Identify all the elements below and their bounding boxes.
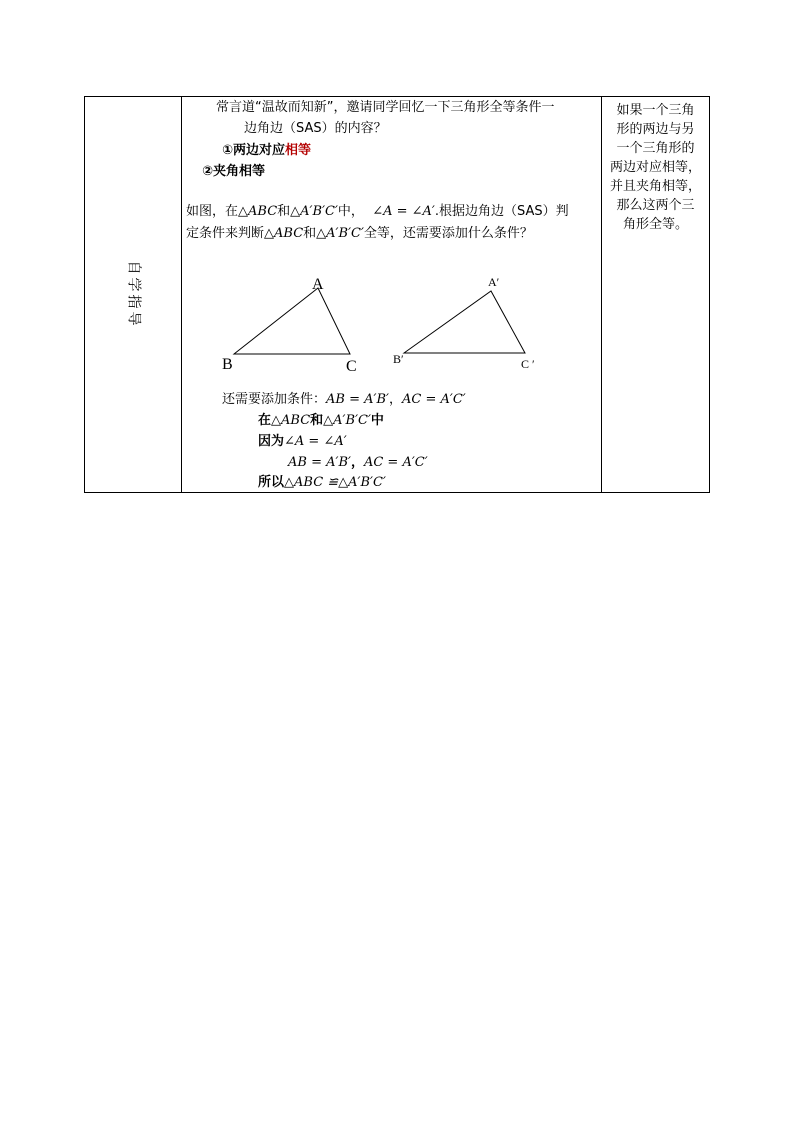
question-text: 和 — [303, 226, 317, 241]
proof-line-because — [258, 433, 347, 451]
answer-condition-label: 还需要添加条件： — [222, 392, 327, 407]
vertex-label-c: C — [346, 358, 357, 375]
vertex-label-b: B — [222, 356, 233, 373]
section-label — [123, 259, 143, 327]
proof-line-conclusion — [258, 474, 386, 492]
vertex-label-a: A — [312, 276, 324, 293]
note-cell — [602, 97, 710, 493]
recall-item-2: ②夹角相等 — [202, 164, 266, 179]
triangle-a-prime: △A′B′C′ — [323, 413, 371, 428]
note-line: 形的两边与另 — [616, 122, 695, 137]
answer-condition-line — [222, 391, 466, 409]
condition-ac: AC = A′C′ — [401, 392, 466, 407]
proof-text: 所以 — [258, 475, 285, 490]
section-label-cell — [85, 97, 182, 493]
separator: ， — [388, 392, 402, 407]
question-text: .根据边角边（SAS）判 — [434, 204, 569, 219]
vertex-label-a-prime: A′ — [488, 275, 500, 289]
congruence-statement: △ABC ≌△A′B′C′ — [284, 475, 386, 490]
note-line: 角形全等。 — [622, 217, 688, 232]
triangle-a-prime: △A′B′C′ — [316, 226, 364, 241]
triangle-a-prime-shape — [404, 291, 525, 353]
condition-ab: AB = A′B′ — [326, 392, 389, 407]
section-label-char: 自 — [125, 260, 142, 275]
sas-theorem-note — [602, 97, 709, 234]
proof-line-sides — [288, 454, 428, 472]
triangle-figure — [182, 97, 601, 492]
triangle-a-prime: △A′B′C′ — [290, 204, 338, 219]
vertex-label-c-prime: C ′ — [521, 357, 535, 371]
note-line: 并且夹角相等， — [609, 179, 701, 194]
note-line: 两边对应相等， — [609, 160, 701, 175]
proof-text: 中 — [370, 413, 384, 428]
triangle-abc: △ABC — [264, 226, 304, 241]
note-line: 那么这两个三 — [616, 198, 695, 213]
angle-equation: ∠A = ∠A′ — [372, 204, 435, 219]
question-text: 和 — [277, 204, 291, 219]
triangle-abc-shape — [234, 288, 350, 354]
lesson-table — [84, 96, 710, 493]
proof-text: 和 — [310, 413, 324, 428]
intro-line-1: 常言道“温故而知新”，邀请同学回忆一下三角形全等条件一 — [216, 100, 555, 115]
proof-text: 在 — [258, 413, 272, 428]
recall-item-1-text: ①两边对应 — [222, 143, 286, 158]
section-label-char: 导 — [125, 311, 142, 326]
side-ab-equation: AB = A′B′ — [288, 455, 351, 470]
vertex-label-b-prime: B′ — [393, 352, 404, 366]
note-line: 一个三角形的 — [616, 141, 695, 156]
section-label-char: 指 — [125, 294, 142, 309]
angle-equation: ∠A = ∠A′ — [284, 434, 347, 449]
proof-line-in — [258, 412, 384, 430]
triangle-abc: △ABC — [271, 413, 311, 428]
content-cell — [182, 97, 602, 493]
separator: ， — [350, 455, 364, 470]
question-text: 中， — [337, 204, 364, 219]
section-label-char: 学 — [125, 277, 142, 292]
note-line: 如果一个三角 — [616, 103, 695, 118]
side-ac-equation: AC = A′C′ — [363, 455, 428, 470]
intro-line-2: 边角边（SAS）的内容？ — [244, 121, 387, 136]
triangle-abc: △ABC — [238, 204, 278, 219]
recall-item-1-highlight: 相等 — [285, 143, 312, 158]
content-area — [182, 97, 601, 492]
question-text: 定条件来判断 — [186, 226, 265, 241]
question-text: 全等，还需要添加什么条件？ — [363, 226, 533, 241]
proof-text: 因为 — [258, 434, 285, 449]
question-text: 如图，在 — [186, 204, 239, 219]
